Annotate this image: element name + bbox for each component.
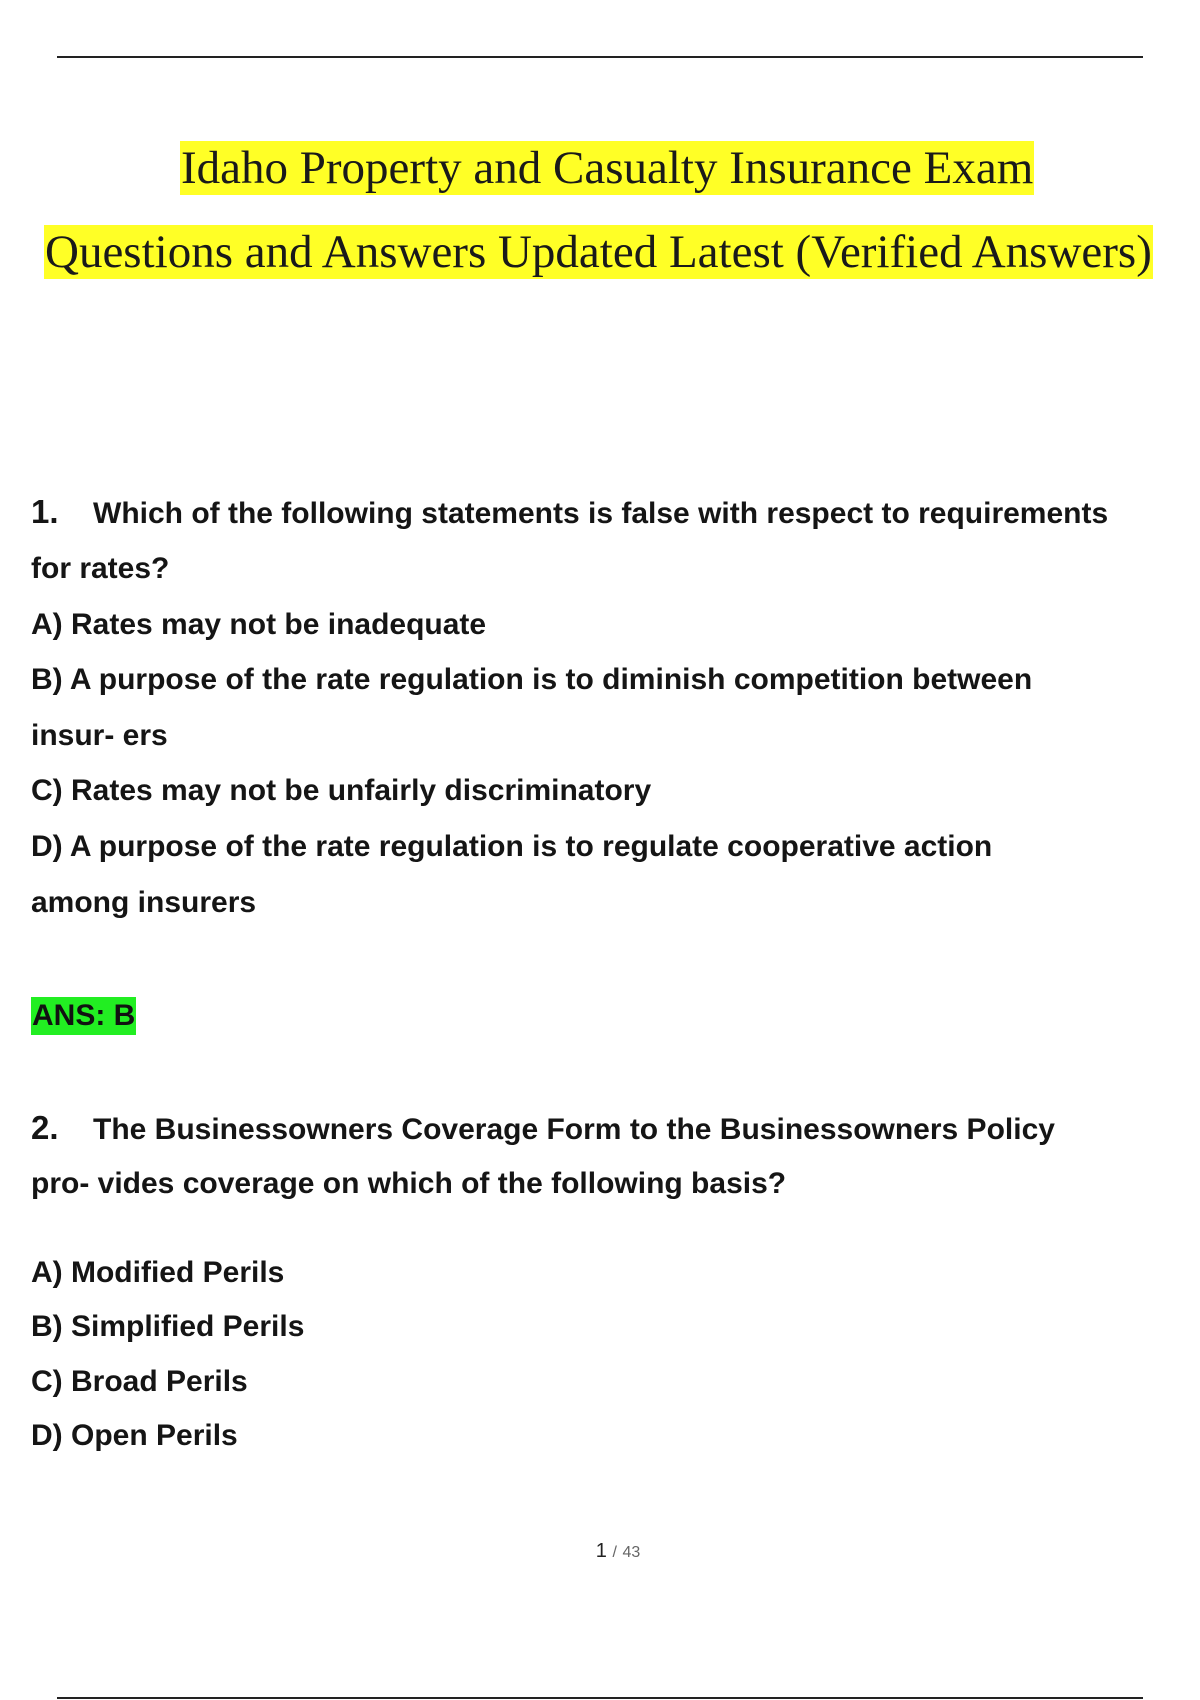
question-1-answer: ANS: B [31,997,136,1035]
question-1-option-d: D) A purpose of the rate regulation is to regulate cooperative action [31,830,993,863]
question-2-option-b: B) Simplified Perils [31,1310,305,1343]
question-1-option-b: B) A purpose of the rate regulation is to diminish competition between [31,663,1033,696]
page-counter [0,1540,1200,1563]
top-rule [57,56,1143,58]
question-1-option-c: C) Rates may not be unfairly discriminatory [31,774,652,807]
question-1-option-d-continued: among insurers [31,886,257,919]
title-line-1: Idaho Property and Casualty Insurance Exam [181,142,1034,194]
question-2-option-d: D) Open Perils [31,1419,238,1452]
question-2-option-c: C) Broad Perils [31,1365,248,1398]
question-2-option-a: A) Modified Perils [31,1256,285,1289]
question-1-text-line-1: 1. Which of the following statements is false with respect to requirements [31,493,1109,530]
question-2-text-line-1: 2. The Businessowners Coverage Form to the Businessowners Policy [31,1109,1055,1146]
question-1-option-a: A) Rates may not be inadequate [31,608,487,641]
page-separator: / [612,1544,617,1561]
question-1-text-line-2: for rates? [31,552,170,585]
bottom-rule [57,1697,1143,1699]
title-line-2: Questions and Answers Updated Latest (Verified Answers) [45,226,1152,278]
question-2-number: 2. [31,1109,59,1146]
page-current: 1 [595,1540,607,1562]
question-2-text-line-2: pro- vides coverage on which of the following basis? [31,1167,787,1200]
question-1-option-b-continued: insur- ers [31,719,168,752]
page-total: 43 [622,1544,641,1561]
question-1-number: 1. [31,493,59,530]
